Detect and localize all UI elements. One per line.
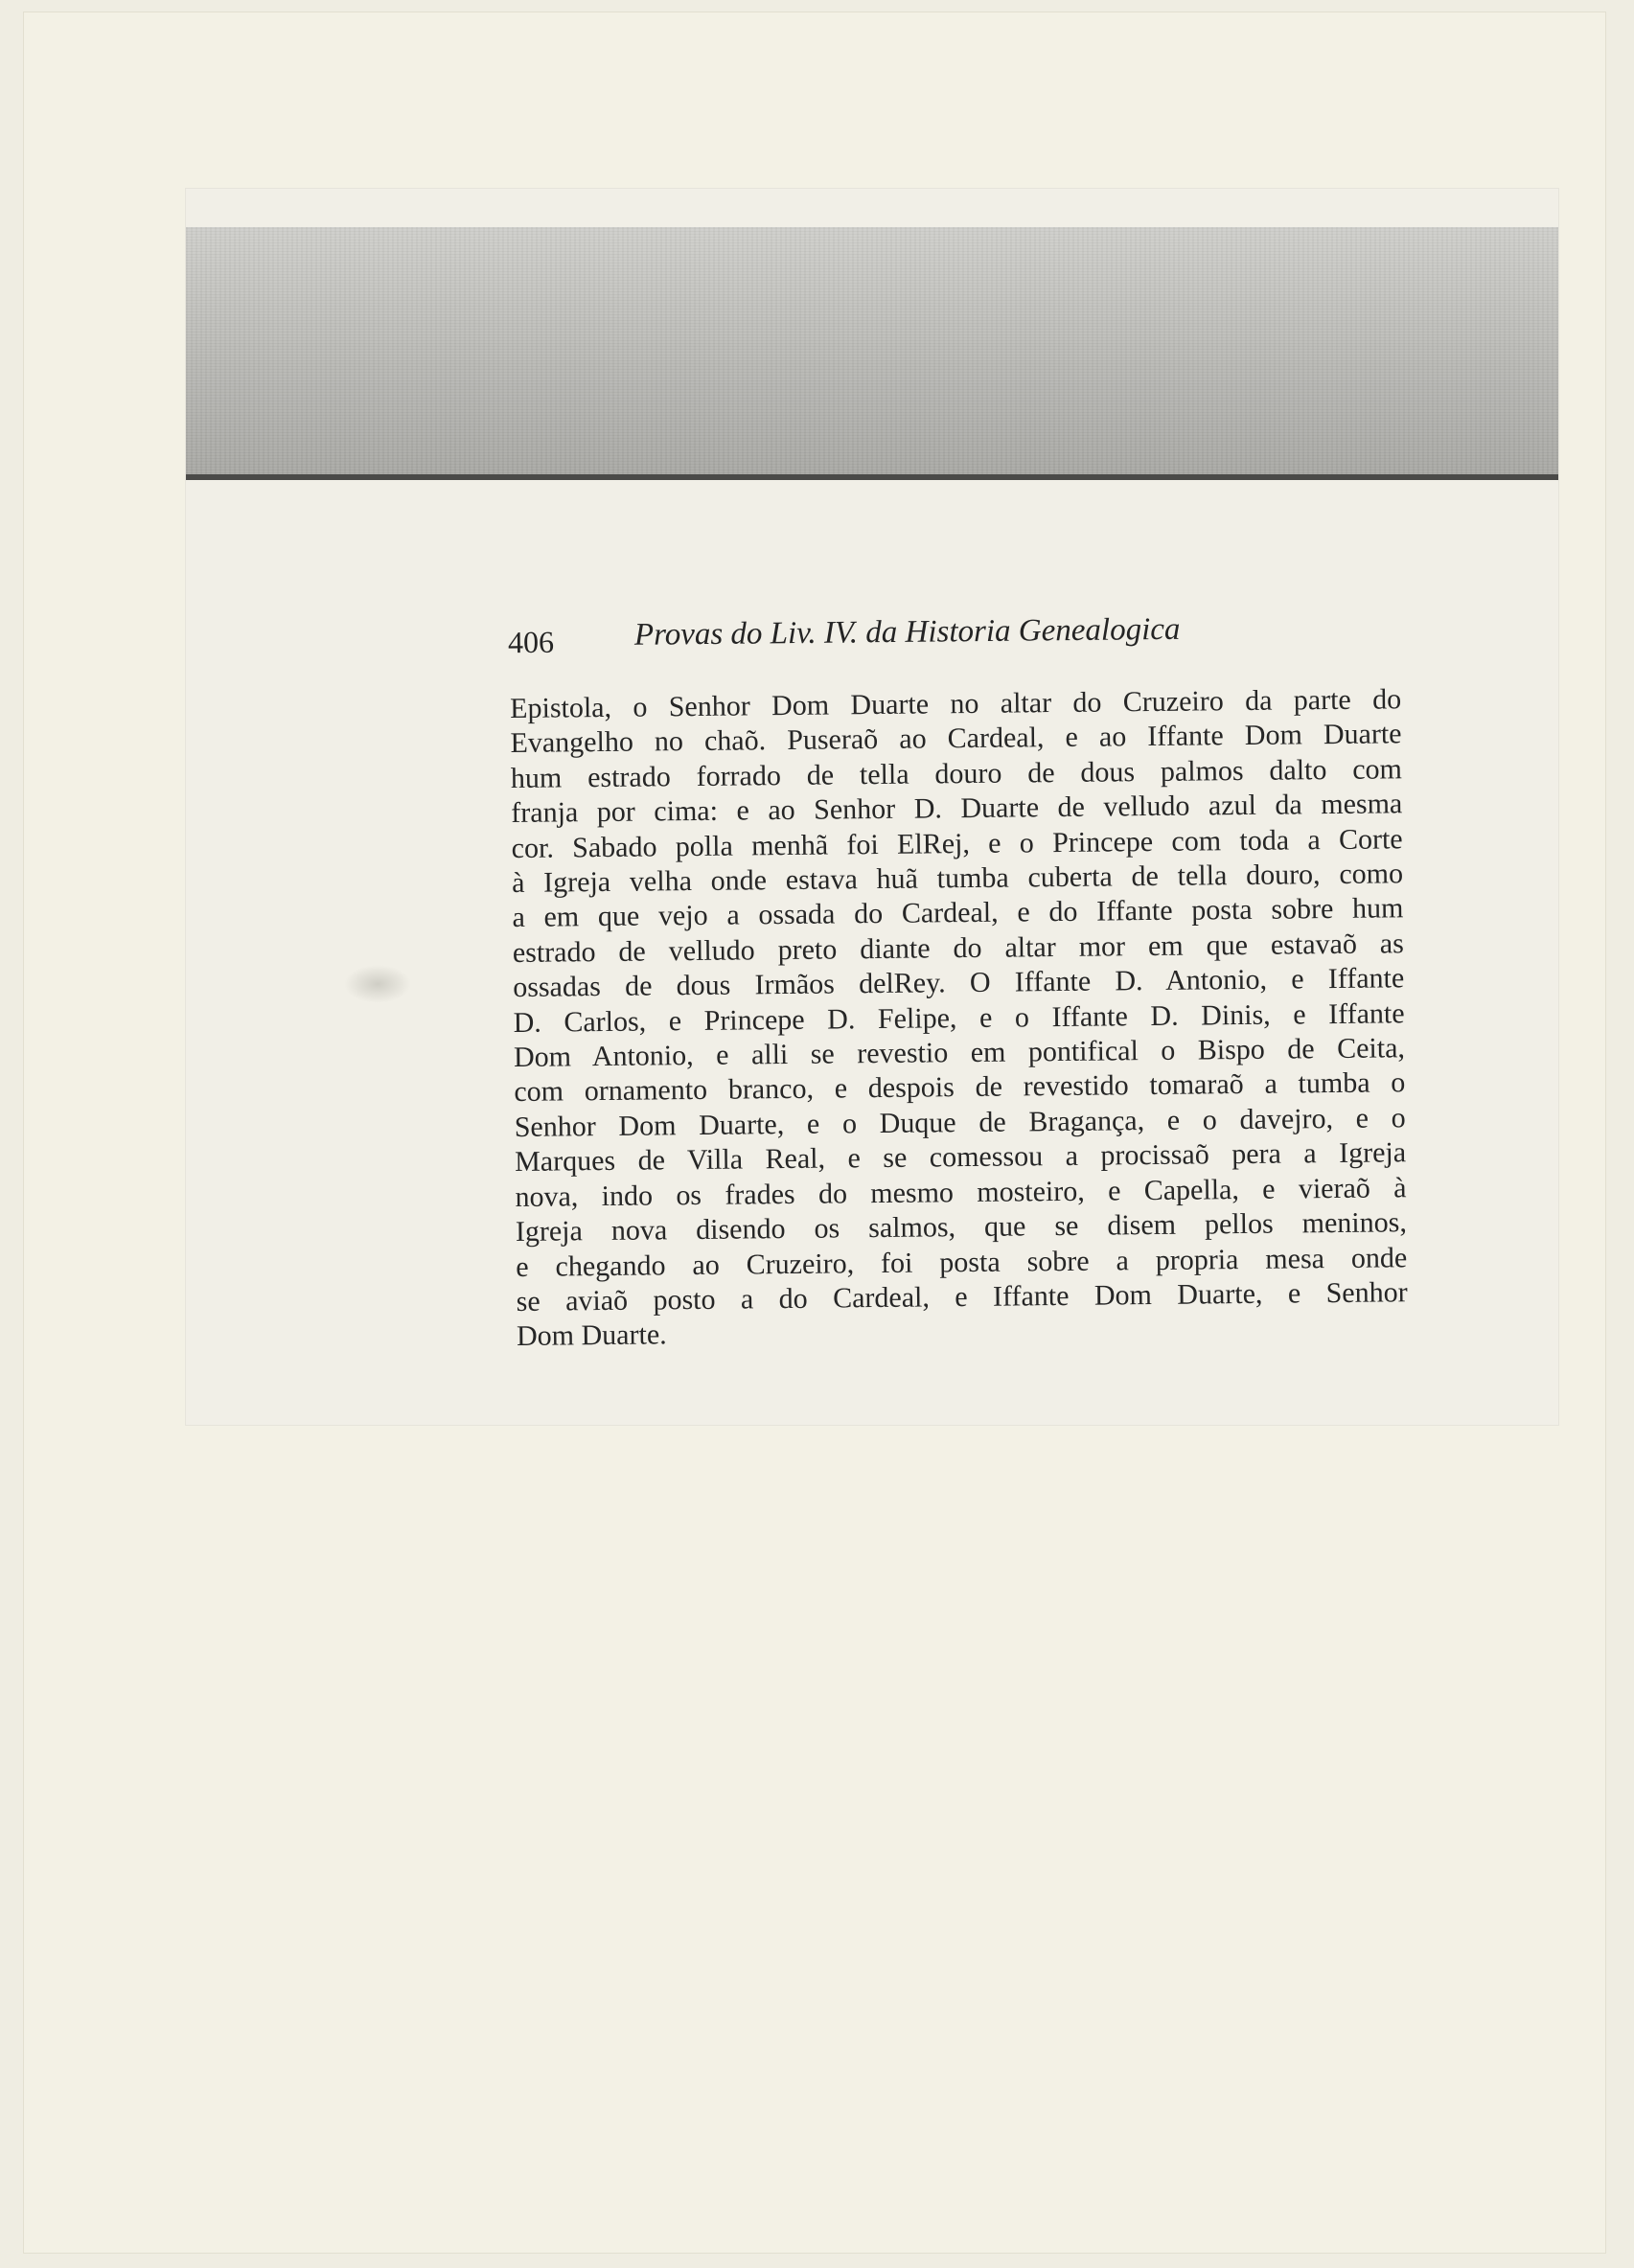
text-line: Marques de Villa Real, e se comessou a procissaõ pera a Igreja	[514, 1136, 1407, 1179]
text-line: Senhor Dom Duarte, e o Duque de Bragança, e o davejro, e o	[514, 1102, 1406, 1143]
page-number: 406	[507, 624, 555, 660]
text-line: D. Carlos, e Princepe D. Felipe, e o Iffante D. Dinis, e Iffante	[513, 997, 1405, 1039]
text-line: à Igreja velha onde estava huã tumba cuberta de tella douro, como	[511, 858, 1404, 900]
running-title: Provas do Liv. IV. da Historia Genealogica	[633, 611, 1181, 653]
text-line: franja por cima: e ao Senhor D. Duarte de velludo azul da mesma	[511, 788, 1403, 830]
text-line: hum estrado forrado de tella douro de dous palmos dalto com	[510, 753, 1403, 794]
text-line: cor. Sabado polla menhã foi ElRej, e o Princepe com toda a Corte	[511, 822, 1403, 864]
gray-photographic-band	[186, 227, 1558, 476]
band-dark-edge	[186, 474, 1558, 480]
text-line: Evangelho no chaõ. Puseraõ ao Cardeal, e ao Iffante Dom Duarte	[510, 718, 1402, 760]
text-line: nova, indo os frades do mesmo mosteiro, e Capella, e vieraõ à	[515, 1171, 1407, 1213]
text-line: Igreja nova disendo os salmos, que se disem pellos meninos,	[515, 1206, 1408, 1249]
text-line: estrado de velludo preto diante do altar mor em que estavaõ as	[512, 928, 1404, 969]
ink-smudge	[344, 965, 411, 1003]
text-line: Dom Antonio, e alli se revestio em pontifical o Bispo de Ceita,	[513, 1032, 1406, 1074]
body-paragraph	[510, 682, 1408, 1354]
text-line: a em que vejo a ossada do Cardeal, e do Iffante posta sobre hum	[512, 892, 1404, 934]
text-line: e chegando ao Cruzeiro, foi posta sobre a propria mesa onde	[516, 1241, 1408, 1283]
text-line: se aviaõ posto a do Cardeal, e Iffante Dom Duarte, e Senhor	[516, 1276, 1408, 1317]
text-line: com ornamento branco, e despois de revestido tomaraõ a tumba o	[514, 1066, 1406, 1109]
text-line: Epistola, o Senhor Dom Duarte no altar do Cruzeiro da parte do	[510, 683, 1402, 724]
page-header	[508, 611, 1275, 667]
text-line: Dom Duarte.	[516, 1318, 667, 1353]
text-line: ossadas de dous Irmãos delRey. O Iffante D. Antonio, e Iffante	[513, 962, 1405, 1004]
